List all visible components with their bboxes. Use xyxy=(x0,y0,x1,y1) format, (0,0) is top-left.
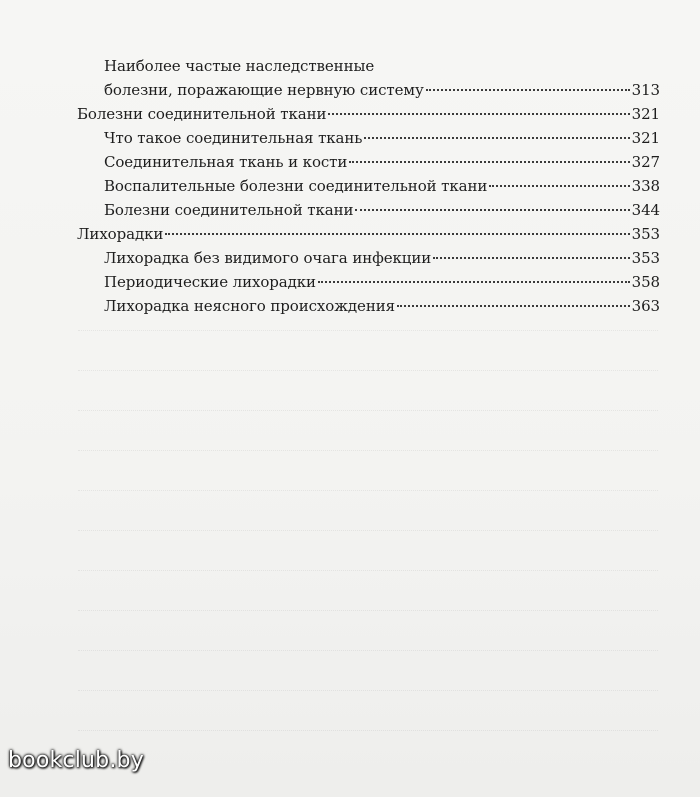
toc-entry-title: Болезни соединительной ткани xyxy=(104,201,354,219)
toc-entry-title: Периодические лихорадки xyxy=(104,273,316,291)
show-through-line xyxy=(78,410,658,412)
show-through-line xyxy=(78,730,658,732)
dot-leader xyxy=(364,137,629,139)
toc-entry-title: Лихорадка без видимого очага инфекции xyxy=(104,249,432,267)
toc-page-number: 321 xyxy=(631,129,660,147)
toc-section-title: Болезни соединительной ткани xyxy=(77,105,327,123)
toc-page-number: 327 xyxy=(631,153,660,171)
toc-page-number: 344 xyxy=(631,201,660,219)
show-through-line xyxy=(78,450,658,452)
toc-entry-title: Соединительная ткань и кости xyxy=(104,153,348,171)
dot-leader xyxy=(349,161,629,163)
toc-entry-title: Что такое соединительная ткань xyxy=(104,129,363,147)
dot-leader xyxy=(397,305,630,307)
toc-page-number: 363 xyxy=(631,297,660,315)
dot-leader xyxy=(489,185,629,187)
toc-section-entry[interactable] xyxy=(77,105,660,124)
toc-entry[interactable] xyxy=(104,249,660,268)
show-through-line xyxy=(78,650,658,652)
show-through-line xyxy=(78,530,658,532)
show-through-line xyxy=(78,570,658,572)
toc-page-number: 358 xyxy=(631,273,660,291)
toc-entry[interactable] xyxy=(104,129,660,148)
toc-entry-title: Лихорадка неясного происхождения xyxy=(104,297,395,315)
toc-entry-title: Воспалительные болезни соединительной ткани xyxy=(104,177,488,195)
dot-leader xyxy=(328,113,629,115)
show-through-line xyxy=(78,610,658,612)
toc-page-number: 353 xyxy=(631,225,660,243)
toc-page-number: 313 xyxy=(631,81,660,99)
toc-entry[interactable] xyxy=(104,177,660,196)
toc-page-number: 353 xyxy=(631,249,660,267)
dot-leader xyxy=(318,281,630,283)
show-through-line xyxy=(78,370,658,372)
show-through-line xyxy=(78,330,658,332)
dot-leader xyxy=(433,257,630,259)
toc-entry[interactable] xyxy=(104,57,660,100)
toc-entry[interactable] xyxy=(104,153,660,172)
dot-leader xyxy=(355,209,629,211)
toc-page-number: 338 xyxy=(631,177,660,195)
toc-section-entry[interactable] xyxy=(77,225,660,244)
toc-entry[interactable] xyxy=(104,201,660,220)
toc-entry-title-line1: Наиболее частые наследственные xyxy=(104,57,375,75)
toc-entry-title: болезни, поражающие нервную систему xyxy=(104,81,424,99)
dot-leader xyxy=(426,89,630,91)
toc-page-number: 321 xyxy=(631,105,660,123)
site-watermark: bookclub.by xyxy=(8,748,144,773)
toc-entry[interactable] xyxy=(104,297,660,316)
dot-leader xyxy=(165,233,629,235)
show-through-line xyxy=(78,490,658,492)
toc-entry[interactable] xyxy=(104,273,660,292)
toc-section-title: Лихорадки xyxy=(77,225,164,243)
show-through-line xyxy=(78,690,658,692)
